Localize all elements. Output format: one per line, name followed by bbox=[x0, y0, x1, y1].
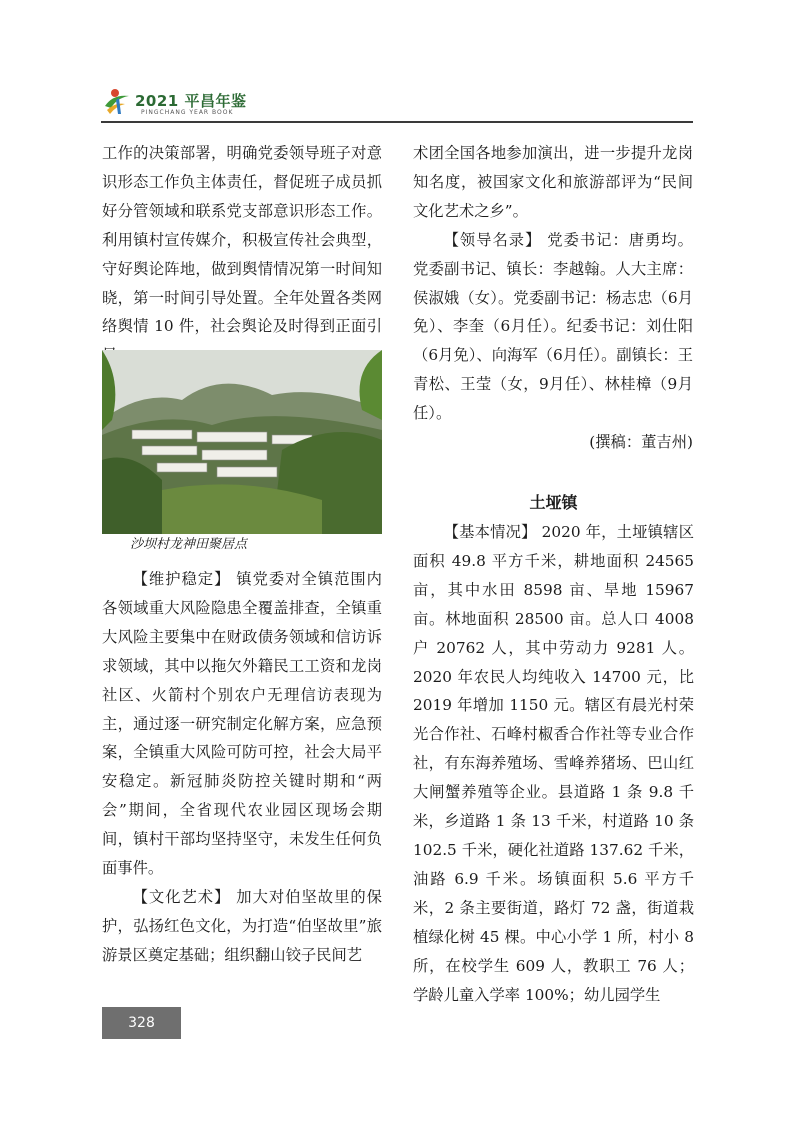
yearbook-subtitle: PINGCHANG YEAR BOOK bbox=[141, 109, 234, 116]
yearbook-logo-icon bbox=[101, 84, 135, 118]
right-column-top bbox=[413, 139, 693, 457]
header-rule bbox=[101, 121, 693, 123]
right-column-bottom bbox=[413, 518, 694, 1009]
culture-tag: 【文化艺术】 bbox=[132, 887, 231, 906]
left-column-top bbox=[102, 139, 382, 370]
page-number: 328 bbox=[128, 1015, 155, 1031]
leaders-paragraph bbox=[413, 226, 693, 428]
culture-continued: 术团全国各地参加演出，进一步提升龙岗知名度，被国家文化和旅游部评为“民间文化艺术之乡”。 bbox=[413, 144, 693, 220]
stability-tag: 【维护稳定】 bbox=[132, 570, 231, 588]
photo-caption: 沙坝村龙神田聚居点 bbox=[130, 537, 248, 552]
leaders-text: 党委书记：唐勇均。党委副书记、镇长：李越翰。人大主席：侯淑娥（女）。党委副书记：杨志忠（6月免）、李奎（6月任）。纪委书记：刘仕阳（6月免）、向海军（6月任）。副镇长：王青松、王莹（女，9月任）、林桂樟（9月任）。 bbox=[413, 230, 693, 423]
culture-paragraph bbox=[102, 883, 382, 970]
basic-paragraph bbox=[413, 518, 694, 1009]
village-photo-image bbox=[102, 350, 382, 534]
culture-text: 加大对伯坚故里的保护，弘扬红色文化，为打造“伯坚故里”旅游景区奠定基础；组织翻山铰子民间艺 bbox=[102, 887, 382, 964]
author-credit: (撰稿：董吉州) bbox=[589, 433, 693, 452]
section-title: 土垭镇 bbox=[529, 493, 578, 512]
leaders-tag: 【领导名录】 bbox=[443, 230, 542, 249]
village-photo bbox=[102, 350, 382, 534]
yearbook-title: 2021 平昌年鉴 bbox=[135, 92, 247, 110]
stability-text: 镇党委对全镇范围内各领域重大风险隐患全覆盖排查，全镇重大风险主要集中在财政债务领域和信访诉求领域，其中以拖欠外籍民工工资和龙岗社区、火箭村个别农户无理信访表现为主，通过逐一研究制定化解方案，应急预案，全镇重大风险可防可控，社会大局平安稳定。新冠肺炎防控关键时期和“两会”期间，全省现代农业园区现场会期间，镇村干部均坚持坚守，未发生任何负面事件。 bbox=[102, 570, 382, 878]
basic-tag: 【基本情况】 bbox=[443, 523, 537, 541]
page-number-tab bbox=[102, 1007, 181, 1039]
left-column-bottom bbox=[102, 565, 382, 970]
ideology-paragraph: 工作的决策部署，明确党委领导班子对意识形态工作负主体责任，督促班子成员抓好分管领域和联系党支部意识形态工作。利用镇村宣传媒介，积极宣传社会典型，守好舆论阵地，做到舆情情况第一时间知晓，第一时间引导处置。全年处置各类网络舆情 10 件，社会舆论及时得到正面引 bbox=[102, 144, 382, 336]
basic-text: 2020 年，土垭镇辖区面积 49.8 平方千米，耕地面积 24565 亩，其中水田 8598 亩、旱地 15967 亩。林地面积 28500 亩。总人口 4008 户 20762 人，其中劳动力 9281 人。2020 年农民人均纯收入 14700 元，比 2019 年增加 1150 元。辖区有晨光村荣光合作社、石峰村椒香合作社等专业合作社，有东海养殖场、雪峰养猪场、巴山红大闸蟹养殖等企业。县道路 1 条 9.8 千米，乡道路 1 条 13 千米，村道路 10 条 102.5 千米，硬化社道路 137.62 千米，油路 6.9 千米。场镇面积 5.6 平方千米，2 条主要街道，路灯 72 盏，街道栽植绿化树 45 棵。中心小学 1 所，村小 8 所，在校学生 609 人，教职工 76 人；学龄儿童入学率 100%；幼儿园学生 bbox=[413, 523, 694, 1004]
yearbook-header bbox=[101, 84, 693, 118]
stability-paragraph bbox=[102, 565, 382, 883]
